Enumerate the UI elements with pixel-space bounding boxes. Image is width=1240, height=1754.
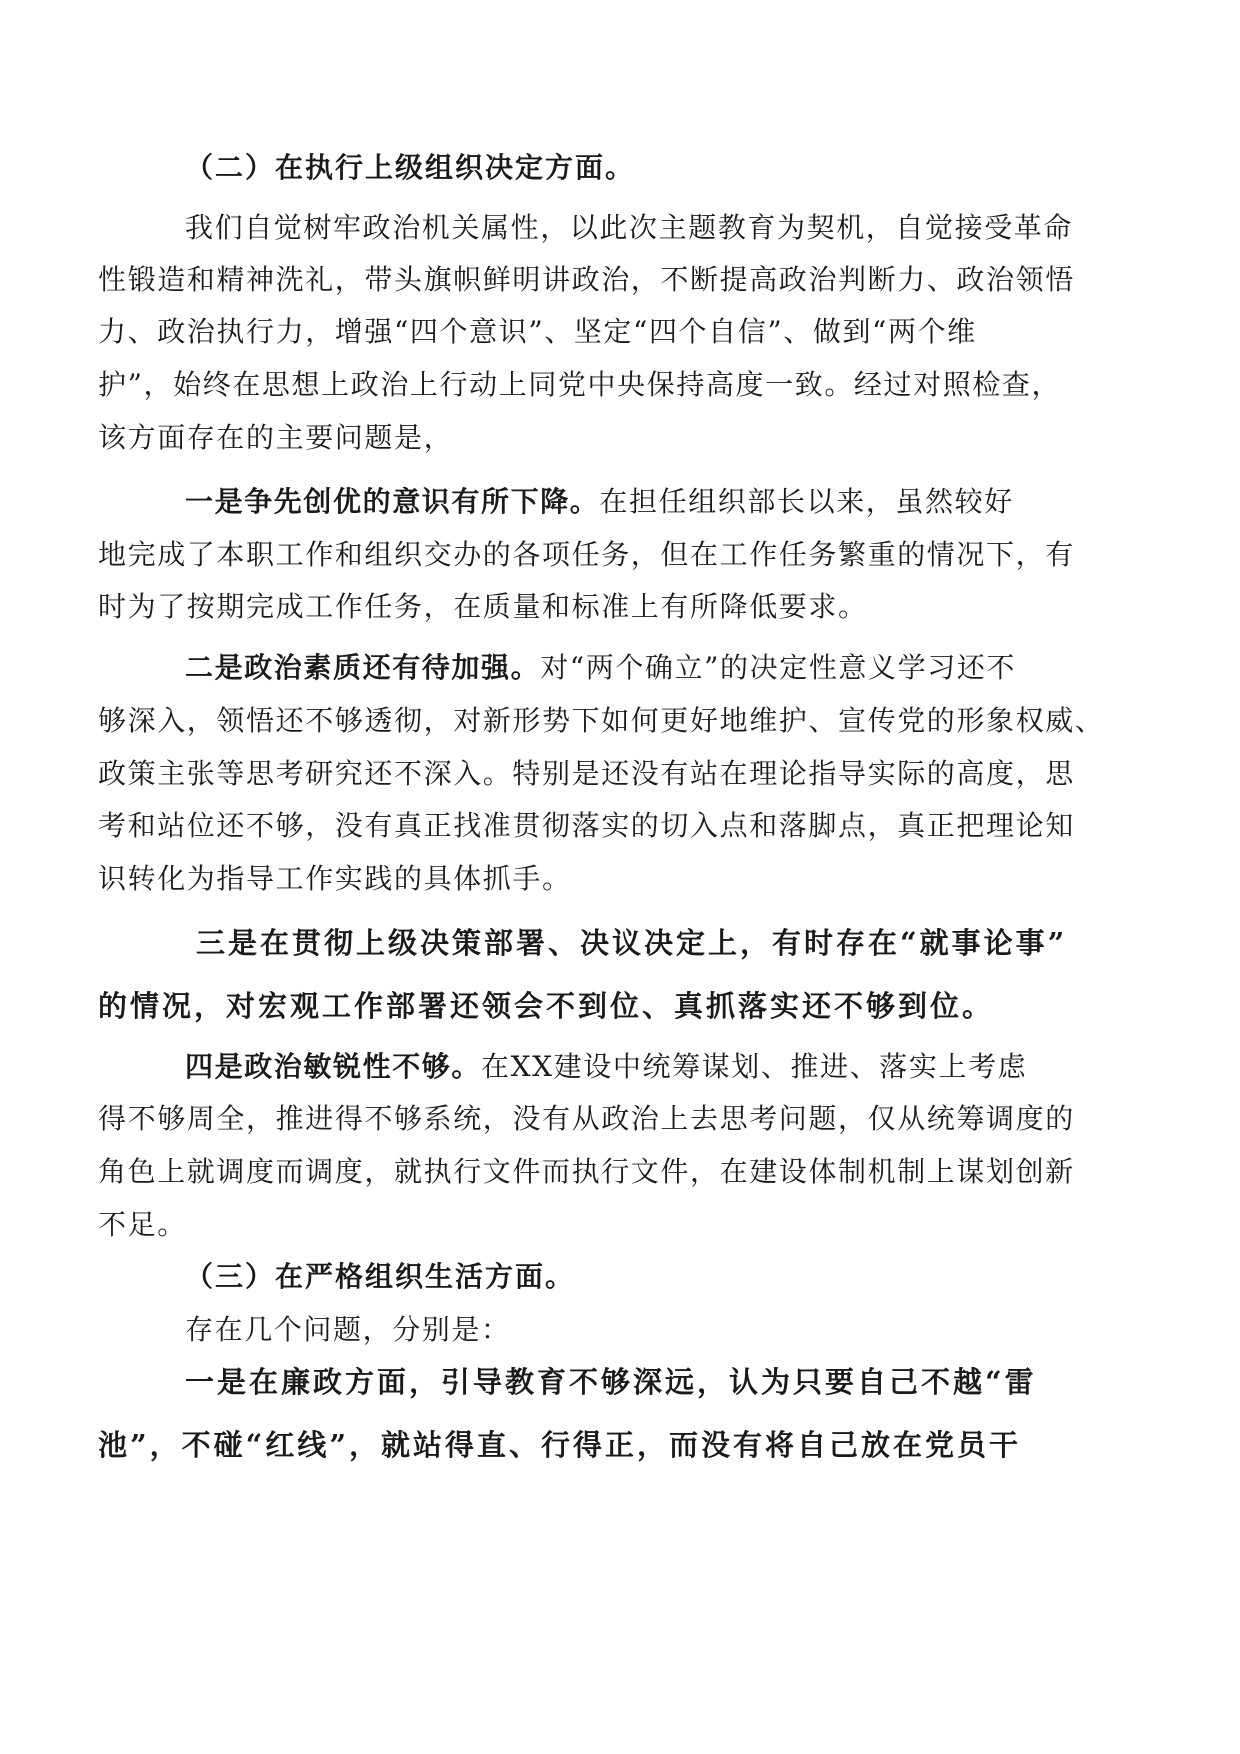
paragraph-1-line-2: 地完成了本职工作和组织交办的各项任务，但在工作任务繁重的情况下，有 <box>98 538 1075 571</box>
section-2-intro-line-5: 该方面存在的主要问题是， <box>98 421 454 454</box>
section-2-intro-line-3: 力、政治执行力，增强“四个意识”、坚定“四个自信”、做到“两个维 <box>98 315 977 348</box>
paragraph-2-line-1-rest: 对“两个确立”的决定性意义学习还不 <box>540 651 1017 684</box>
section-2-intro-line-4: 护”，始终在思想上政治上行动上同党中央保持高度一致。经过对照检查， <box>98 368 1062 401</box>
section-3-paragraph-1-line-1: 一是在廉政方面，引导教育不够深远，认为只要自己不越“雷 <box>185 1365 1037 1399</box>
paragraph-3-line-2: 的情况，对宏观工作部署还领会不到位、真抓落实还不够到位。 <box>98 989 995 1023</box>
paragraph-4-line-1 <box>185 1049 1027 1085</box>
paragraph-1-line-1 <box>185 484 1014 520</box>
section-2-intro-line-2: 性锻造和精神洗礼，带头旗帜鲜明讲政治，不断提高政治判断力、政治领悟 <box>98 263 1075 296</box>
paragraph-1-line-1-rest: 在担任组织部长以来，虽然较好 <box>599 485 1014 518</box>
paragraph-1-line-3: 时为了按期完成工作任务，在质量和标准上有所降低要求。 <box>98 590 868 623</box>
section-2-heading: （二）在执行上级组织决定方面。 <box>185 151 636 184</box>
paragraph-2-line-1 <box>185 650 1016 686</box>
paragraph-4-line-2: 得不够周全，推进得不够系统，没有从政治上去思考问题，仅从统筹调度的 <box>98 1102 1075 1135</box>
paragraph-1-lead: 一是争先创优的意识有所下降。 <box>185 485 600 518</box>
paragraph-2-lead: 二是政治素质还有待加强。 <box>185 651 541 684</box>
section-3-intro: 存在几个问题，分别是： <box>185 1313 511 1346</box>
section-2-intro-line-1: 我们自觉树牢政治机关属性，以此次主题教育为契机，自觉接受革命 <box>185 211 1074 244</box>
section-3-heading: （三）在严格组织生活方面。 <box>185 1260 576 1293</box>
paragraph-4-line-4: 不足。 <box>98 1208 187 1241</box>
paragraph-2-line-5: 识转化为指导工作实践的具体抓手。 <box>98 862 572 895</box>
paragraph-3-line-1: 三是在贯彻上级决策部署、决议决定上，有时存在“就事论事” <box>196 926 1068 960</box>
section-3-paragraph-1-line-2: 池”，不碰“红线”，就站得直、行得正，而没有将自己放在党员干 <box>98 1428 1022 1462</box>
paragraph-4-line-3: 角色上就调度而调度，就执行文件而执行文件，在建设体制机制上谋划创新 <box>98 1155 1075 1188</box>
paragraph-4-line-1-rest: 在XX建设中统筹谋划、推进、落实上考虑 <box>481 1050 1028 1083</box>
paragraph-4-lead: 四是政治敏锐性不够。 <box>185 1050 482 1083</box>
paragraph-2-line-3: 政策主张等思考研究还不深入。特别是还没有站在理论指导实际的高度，思 <box>98 757 1075 790</box>
paragraph-2-line-4: 考和站位还不够，没有真正找准贯彻落实的切入点和落脚点，真正把理论知 <box>98 809 1075 842</box>
paragraph-2-line-2: 够深入，领悟还不够透彻，对新形势下如何更好地维护、宣传党的形象权威、 <box>98 704 1105 737</box>
